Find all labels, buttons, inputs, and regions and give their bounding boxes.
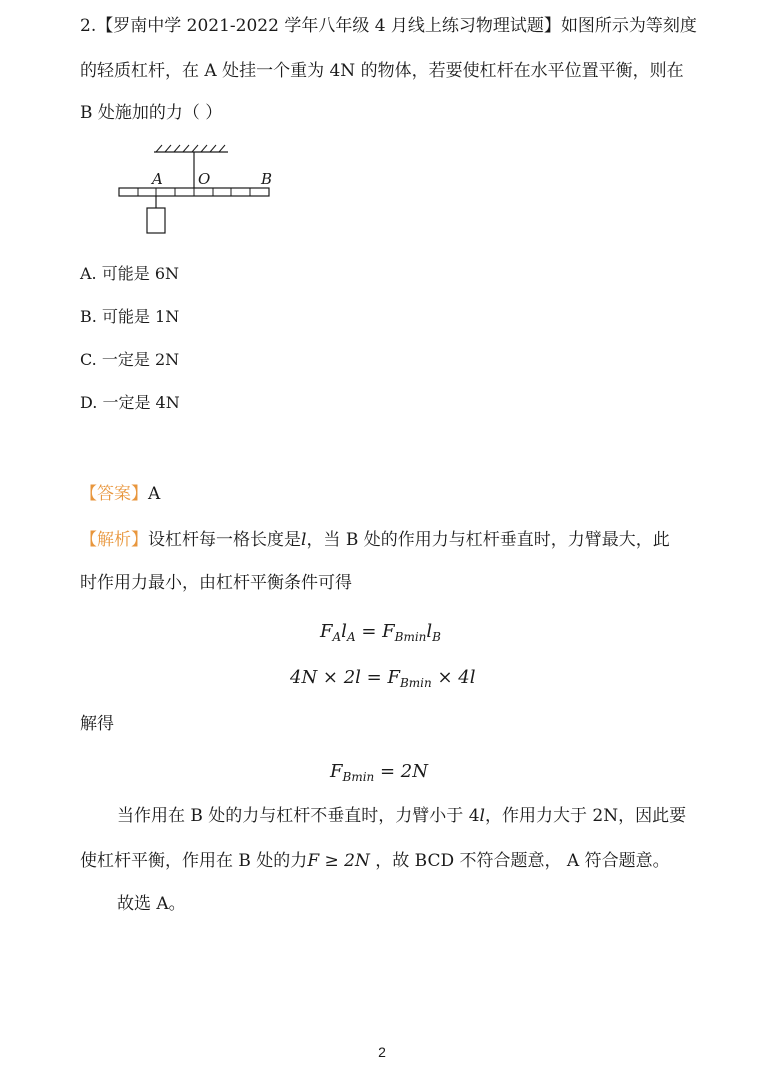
analysis-line-2: 时作用力最小，由杠杆平衡条件可得 [80, 573, 352, 593]
label-o: O [198, 170, 211, 188]
option-d-letter: D. [80, 393, 98, 412]
conclusion-line-3: 故选 A。 [117, 894, 186, 914]
answer-line [80, 482, 160, 506]
question-source: 【罗南中学 2021-2022 学年八年级 4 月线上练习物理试题】 [96, 16, 561, 36]
question-line-1 [80, 14, 697, 38]
lever-diagram [112, 140, 282, 240]
question-line-2: 的轻质杠杆，在 A 处挂一个重为 4N 的物体，若要使杠杆在水平位置平衡，则在 [80, 61, 684, 81]
analysis-var-l: l [301, 530, 307, 550]
solve-label: 解得 [80, 714, 114, 734]
label-b: B [261, 170, 273, 188]
weight-block [147, 208, 165, 233]
conclusion-line-2: 使杠杆平衡，作用在 B 处的力F ≥ 2N ，故 BCD 不符合题意， A 符合题意。 [80, 851, 670, 871]
question-number: 2. [80, 16, 97, 36]
conclusion-line-1: 当作用在 B 处的力与杠杆不垂直时，力臂小于 4l，作用力大于 2N，因此要 [117, 806, 687, 826]
option-d [80, 391, 180, 415]
option-b-text: 可能是 1N [101, 307, 180, 326]
option-c [80, 348, 179, 372]
ceiling-hatch [156, 145, 225, 152]
option-a [80, 262, 179, 286]
equation-balance: $F_Al_A = F_{Bmin}l_B$ [320, 621, 441, 644]
equation-substituted: $4N \times 2l = F_{Bmin} \times 4l$ [290, 667, 476, 690]
option-a-letter: A. [80, 264, 97, 283]
option-c-letter: C. [80, 350, 97, 369]
analysis-tag: 【解析】 [80, 530, 148, 550]
answer-tag: 【答案】 [80, 484, 148, 504]
equation-result: $F_{Bmin} = 2N$ [330, 761, 428, 784]
option-b-letter: B. [80, 307, 97, 326]
question-text-1: 如图所示为等刻度 [560, 16, 697, 36]
option-a-text: 可能是 6N [101, 264, 180, 283]
analysis-line-1 [80, 528, 670, 552]
page-number: 2 [378, 1044, 386, 1060]
option-b [80, 305, 179, 329]
option-d-text: 一定是 4N [102, 393, 180, 412]
question-line-3: B 处施加的力（ ） [80, 103, 223, 123]
answer-value: A [148, 484, 161, 504]
label-a: A [152, 170, 163, 188]
analysis-text-1a: 设杠杆每一格长度是 [148, 530, 301, 550]
analysis-text-1b: ，当 B 处的作用力与杠杆垂直时，力臂最大，此 [306, 530, 670, 550]
option-c-text: 一定是 2N [101, 350, 180, 369]
